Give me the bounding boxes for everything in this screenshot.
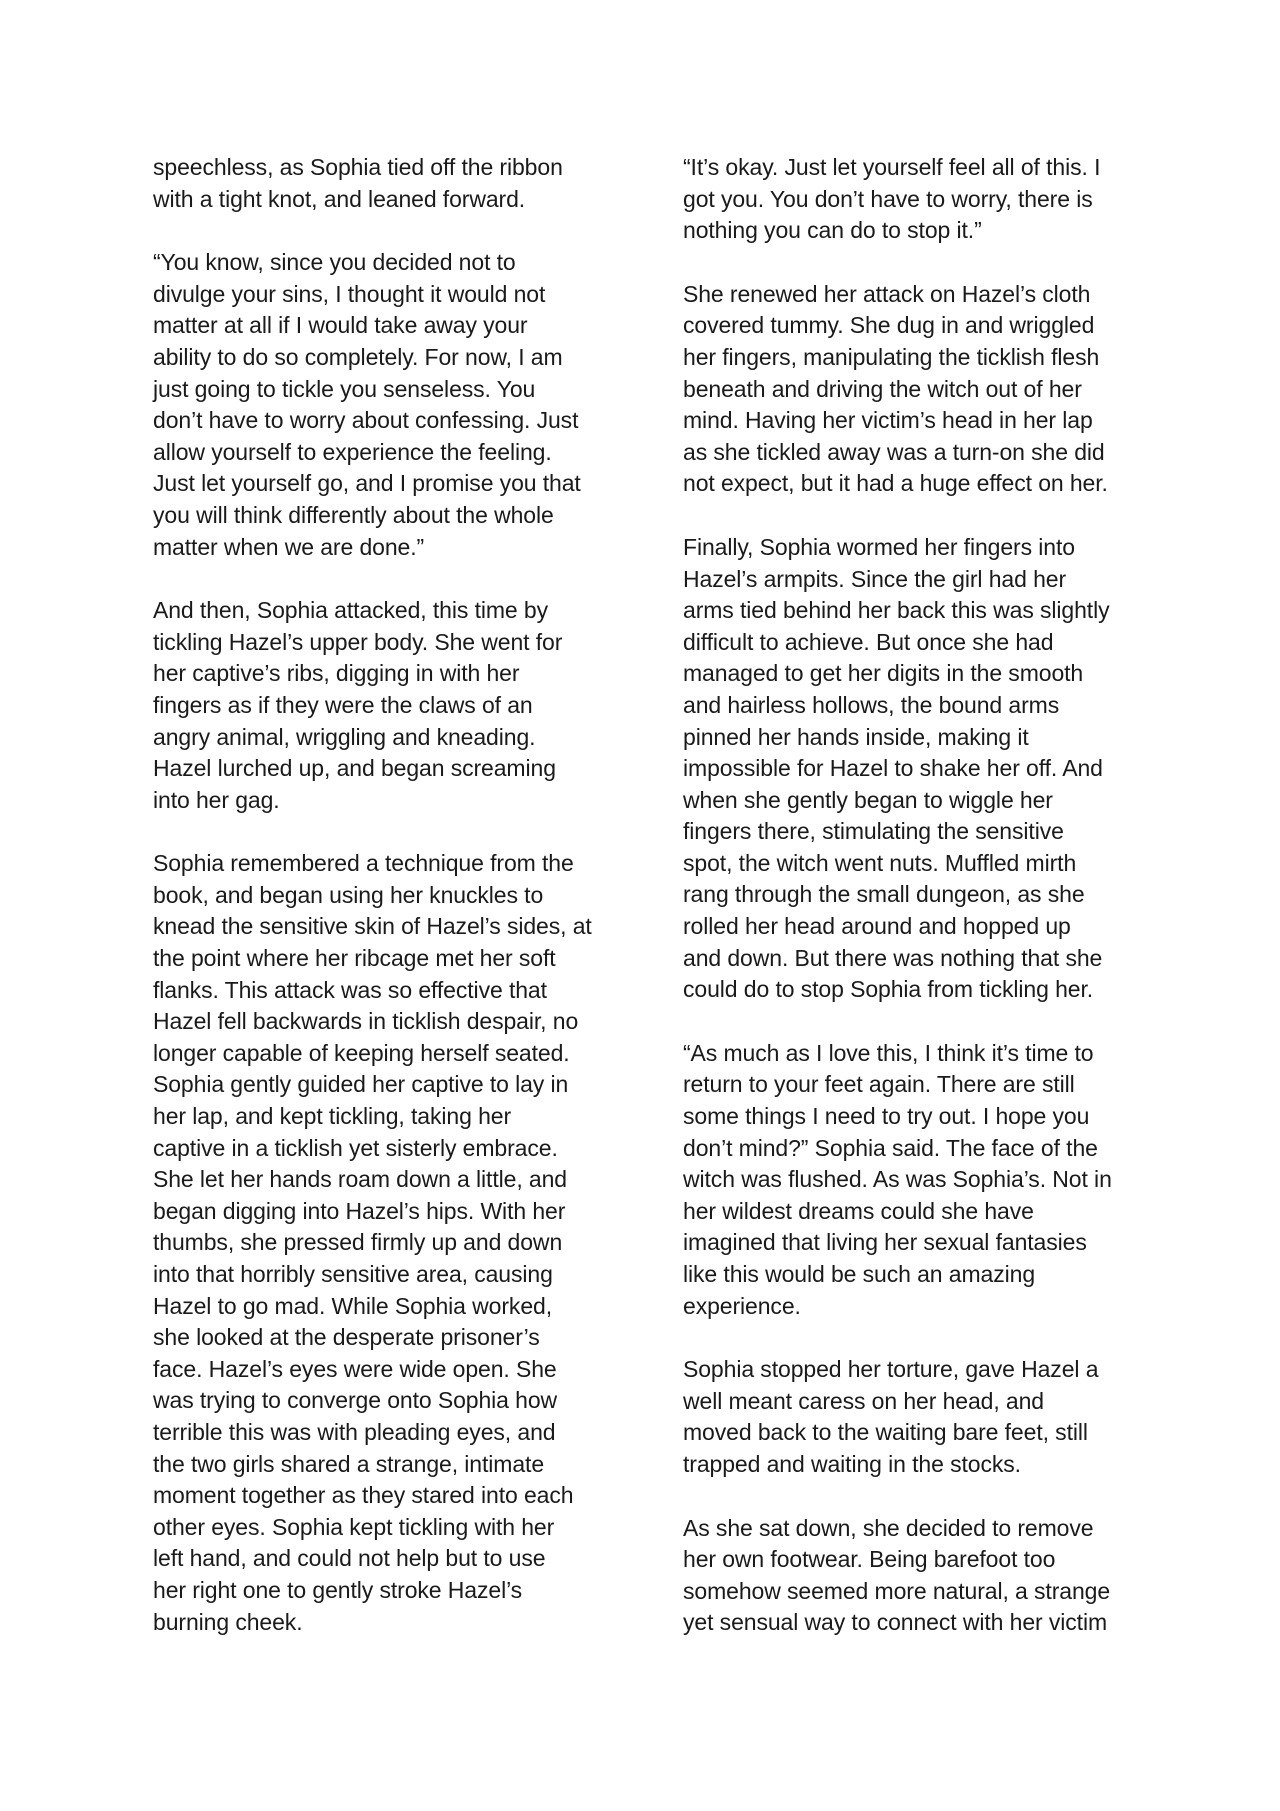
- left-text-column: [153, 152, 623, 1670]
- paragraph: “As much as I love this, I think it’s time to return to your feet again. There are still some things I need to try out. I hope you don’t mind?” Sophia said. The face of the witch was flushed. As was Sophia’s. Not in her wildest dreams could she have imagined that living her sexual fantasies like this would be such an amazing experience.: [683, 1039, 1112, 1319]
- paragraph: Sophia stopped her torture, gave Hazel a well meant caress on her head, and moved back to the waiting bare feet, still trapped and waiting in the stocks.: [683, 1356, 1099, 1477]
- right-text-column: [683, 152, 1153, 1671]
- paragraph: “It’s okay. Just let yourself feel all of this. I got you. You don’t have to worry, there is nothing you can do to stop it.”: [683, 154, 1101, 244]
- paragraph: Finally, Sophia wormed her fingers into Hazel’s armpits. Since the girl had her arms tied behind her back this was slightly difficult to achieve. But once she had managed to get her digits in the smooth and hairless hollows, the bound arms pinned her hands inside, making it impossible for Hazel to shake her off. And when she gently began to wiggle her fingers there, stimulating the sensitive spot, the witch went nuts. Muffled mirth rang through the small dungeon, as she rolled her head around and hopped up and down. But there was nothing that she could do to stop Sophia from tickling her.: [683, 533, 1110, 1003]
- paragraph: She renewed her attack on Hazel’s cloth covered tummy. She dug in and wriggled her fingers, manipulating the ticklish flesh beneath and driving the witch out of her mind. Having her victim’s head in her lap as she tickled away was a turn-on she did not expect, but it had a huge effect on her.: [683, 280, 1108, 497]
- paragraph: And then, Sophia attacked, this time by tickling Hazel’s upper body. She went for her captive’s ribs, digging in with her fingers as if they were the claws of an angry animal, wriggling and kneading. Hazel lurched up, and began screaming into her gag.: [153, 597, 563, 813]
- paragraph: “You know, since you decided not to divulge your sins, I thought it would not matter at all if I would take away your ability to do so completely. For now, I am just going to tickle you senseless. You don’t have to worry about confessing. Just allow yourself to experience the feeling. Just let yourself go, and I promise you that you will think differently about the whole matter when we are done.”: [153, 249, 581, 560]
- paragraph: speechless, as Sophia tied off the ribbon with a tight knot, and leaned forward.: [153, 154, 563, 212]
- paragraph: Sophia remembered a technique from the book, and began using her knuckles to knead the sensitive skin of Hazel’s sides, at the point where her ribcage met her soft flanks. This attack was so effective that Hazel fell backwards in ticklish despair, no longer capable of keeping herself seated. Sophia gently guided her captive to lay in her lap, and kept tickling, taking her captive in a ticklish yet sisterly embrace. She let her hands roam down a little, and began digging into Hazel’s hips. With her thumbs, she pressed firmly up and down into that horribly sensitive area, causing Hazel to go mad. While Sophia worked, she looked at the desperate prisoner’s face. Hazel’s eyes were wide open. She was trying to converge onto Sophia how terrible this was with pleading eyes, and the two girls shared a strange, intimate moment together as they stared into each other eyes. Sophia kept tickling with her left hand, and could not help but to use her right one to gently stroke Hazel’s burning cheek.: [153, 850, 592, 1635]
- paragraph: As she sat down, she decided to remove her own footwear. Being barefoot too somehow seemed more natural, a strange yet sensual way to connect with her victim: [683, 1514, 1111, 1636]
